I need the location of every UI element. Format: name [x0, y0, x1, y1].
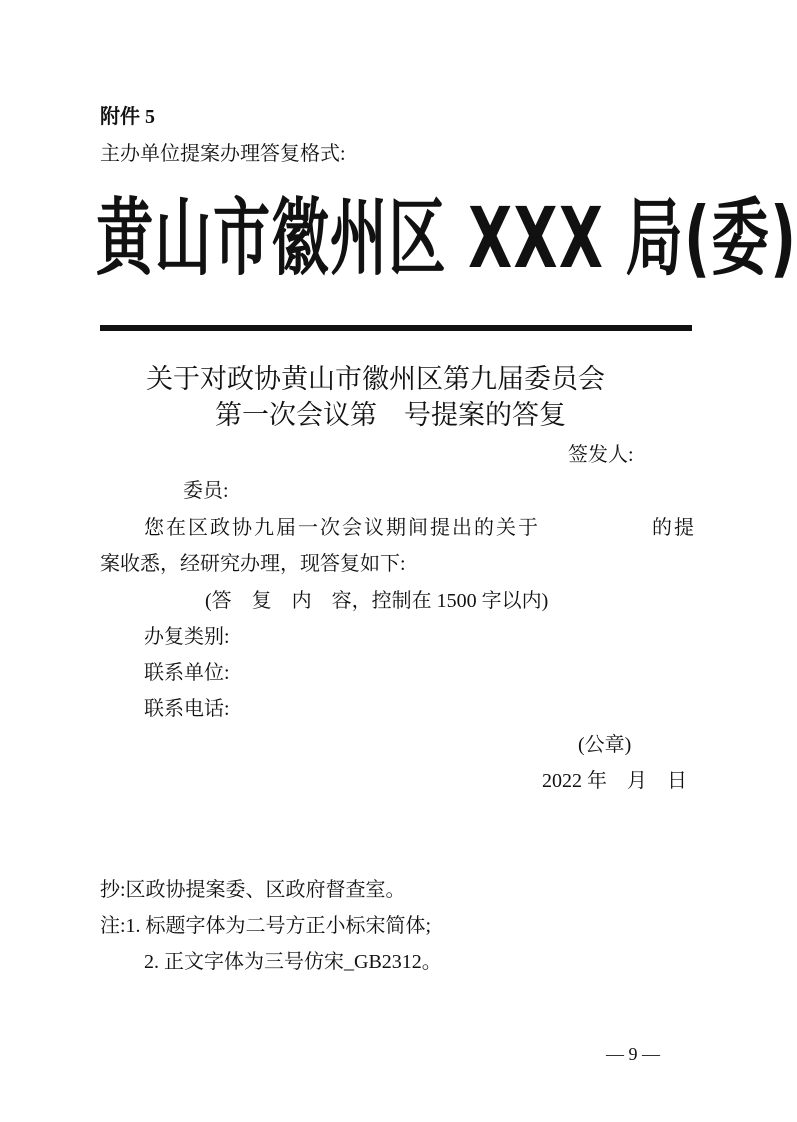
- reply-category-field: 办复类别:: [144, 626, 230, 648]
- letterhead-rule: [100, 325, 692, 331]
- date-line: 2022 年 月 日: [542, 770, 687, 792]
- document-title-line1: 关于对政协黄山市徽州区第九届委员会: [146, 364, 605, 395]
- signer-label: 签发人:: [568, 444, 634, 466]
- reply-paragraph-start: 您在区政协九届一次会议期间提出的关于: [144, 517, 540, 539]
- format-intro: 主办单位提案办理答复格式:: [100, 143, 346, 165]
- document-title-line2: 第一次会议第 号提案的答复: [215, 400, 566, 431]
- cc-line: 抄:区政协提案委、区政府督查室。: [100, 879, 406, 901]
- official-seal-label: (公章): [578, 734, 632, 756]
- contact-unit-field: 联系单位:: [144, 662, 230, 684]
- reply-content-placeholder: (答 复 内 容，控制在 1500 字以内): [205, 590, 549, 612]
- page-number: — 9 —: [606, 1044, 660, 1064]
- letterhead-title: [96, 182, 797, 294]
- note-line-1: 注:1. 标题字体为二号方正小标宋简体;: [100, 915, 432, 937]
- reply-paragraph-line2: 案收悉，经研究办理，现答复如下:: [100, 553, 406, 575]
- attachment-label: 附件 5: [100, 106, 155, 128]
- letterhead-title-text: 黄山市徽州区 XXX 局(委): [96, 189, 797, 287]
- note-line-2: 2. 正文字体为三号仿宋_GB2312。: [144, 951, 442, 973]
- addressee-label: 委员:: [183, 480, 229, 502]
- contact-phone-field: 联系电话:: [144, 698, 230, 720]
- reply-paragraph-end: 的提: [652, 517, 696, 539]
